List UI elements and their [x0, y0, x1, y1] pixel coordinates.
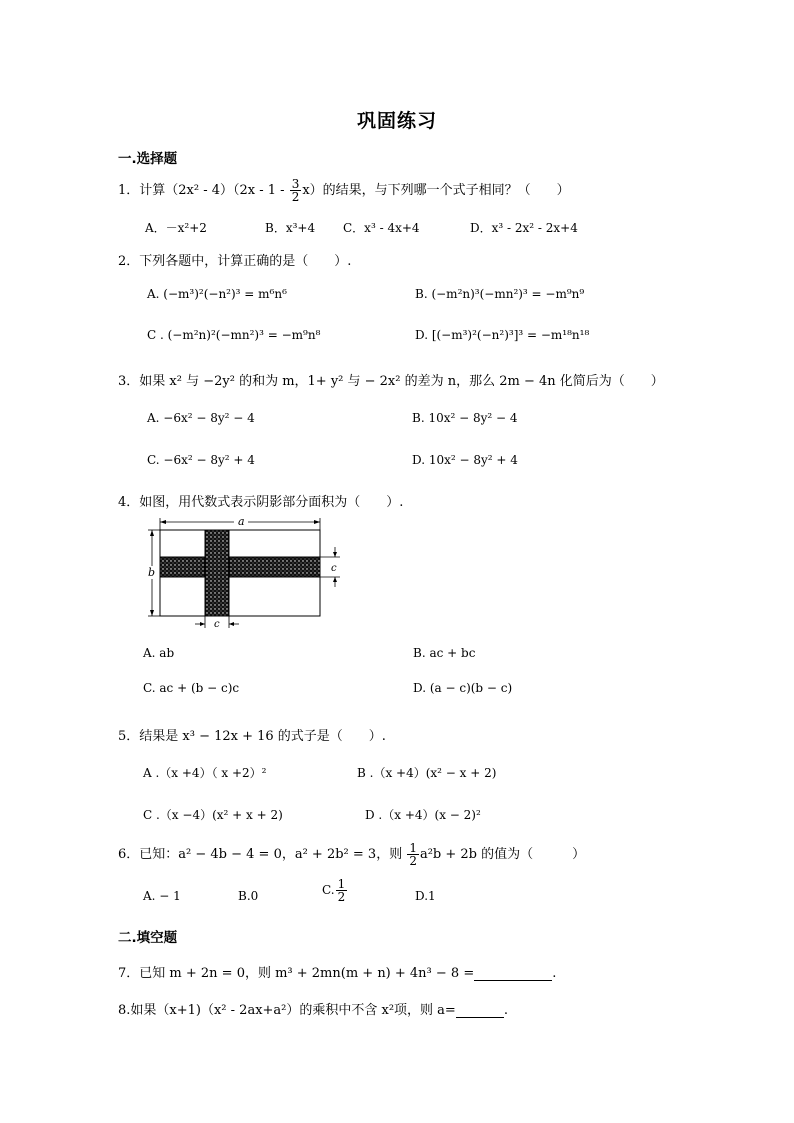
option-3b: B. 10x² − 8y² − 4: [412, 411, 518, 425]
label-b: b: [148, 566, 156, 579]
question-2: 2．下列各题中，计算正确的是（ ）.: [118, 254, 352, 269]
option-6b: B.0: [238, 889, 259, 903]
page-title: 巩固练习: [356, 110, 437, 132]
question-3: 3．如果 x² 与 −2y² 的和为 m，1+ y² 与 − 2x² 的差为 n，那么 2m − 4n 化简后为（ ）: [118, 374, 664, 389]
option-2d: D. [(−m³)²(−n²)³]³ = −m¹⁸n¹⁸: [415, 328, 590, 342]
option-5d: D .（x +4）(x − 2)²: [365, 808, 481, 822]
question-1: [118, 178, 570, 203]
shaded-cross-figure: [142, 512, 352, 630]
answer-blank[interactable]: [474, 966, 552, 981]
fraction: $\frac{1}{2}$: [337, 877, 346, 904]
fraction: $\frac{3}{2}$: [291, 177, 300, 204]
label-a: a: [238, 515, 245, 528]
option-2a: A. (−m³)²(−n²)³ = m⁶n⁶: [147, 287, 287, 301]
option-6c: C. $\frac{1}{2}$: [322, 877, 346, 904]
fraction: $\frac{1}{2}$: [409, 841, 417, 868]
option-3a: A. −6x² − 8y² − 4: [147, 411, 255, 425]
option-4a: A. ab: [143, 646, 175, 660]
question-8: 8.如果（x+1)（x² - 2ax+a²）的乘积中不含 x²项，则 a= .: [118, 1003, 508, 1018]
label-c-right: c: [331, 563, 337, 574]
option-1a: A．－x²+2: [145, 221, 207, 235]
question-6-text-end: a²b + 2b 的值为（ ）: [419, 847, 586, 862]
section-heading-fill: 二.填空题: [118, 930, 178, 946]
option-5b: B .（x +4）(x² − x + 2): [357, 766, 497, 780]
label-c-bottom: c: [214, 619, 220, 630]
horizontal-shaded-band: [160, 557, 320, 577]
option-1b: B．x³+4: [265, 221, 316, 235]
question-4: 4．如图，用代数式表示阴影部分面积为（ ）.: [118, 495, 404, 510]
option-6a: A. − 1: [143, 889, 181, 903]
option-3d: D. 10x² − 8y² + 4: [412, 453, 518, 467]
question-7: 7．已知 m + 2n = 0，则 m³ + 2mn(m + n) + 4n³ − 8 = .: [118, 966, 557, 981]
question-1-text-end: x）的结果，与下列哪一个式子相同？（ ）: [302, 183, 570, 198]
option-1d: D．x³ - 2x² - 2x+4: [470, 221, 578, 235]
option-2c: C . (−m²n)²(−mn²)³ = −m⁹n⁸: [147, 328, 321, 342]
answer-blank[interactable]: [456, 1003, 504, 1018]
option-6d: D.1: [415, 889, 436, 903]
option-5c: C .（x −4）(x² + x + 2): [143, 808, 283, 822]
option-5a: A .（x +4）（ x +2）²: [143, 766, 267, 780]
question-6: [118, 842, 585, 867]
question-1-text: 1．计算（2x² - 4）（2x - 1 -: [118, 183, 289, 198]
section-heading-choice: 一.选择题: [118, 151, 178, 167]
option-3c: C. −6x² − 8y² + 4: [147, 453, 255, 467]
option-2b: B. (−m²n)³(−mn²)³ = −m⁹n⁹: [415, 287, 585, 301]
option-4d: D. (a − c)(b − c): [413, 681, 513, 695]
question-5: 5．结果是 x³ − 12x + 16 的式子是（ ）.: [118, 729, 386, 744]
option-4c: C. ac + (b − c)c: [143, 681, 240, 695]
option-1c: C．x³ - 4x+4: [343, 221, 420, 235]
vertical-shaded-band: [205, 530, 229, 616]
question-6-text: 6．已知：a² − 4b − 4 = 0，a² + 2b² = 3，则: [118, 847, 407, 862]
option-4b: B. ac + bc: [413, 646, 476, 660]
